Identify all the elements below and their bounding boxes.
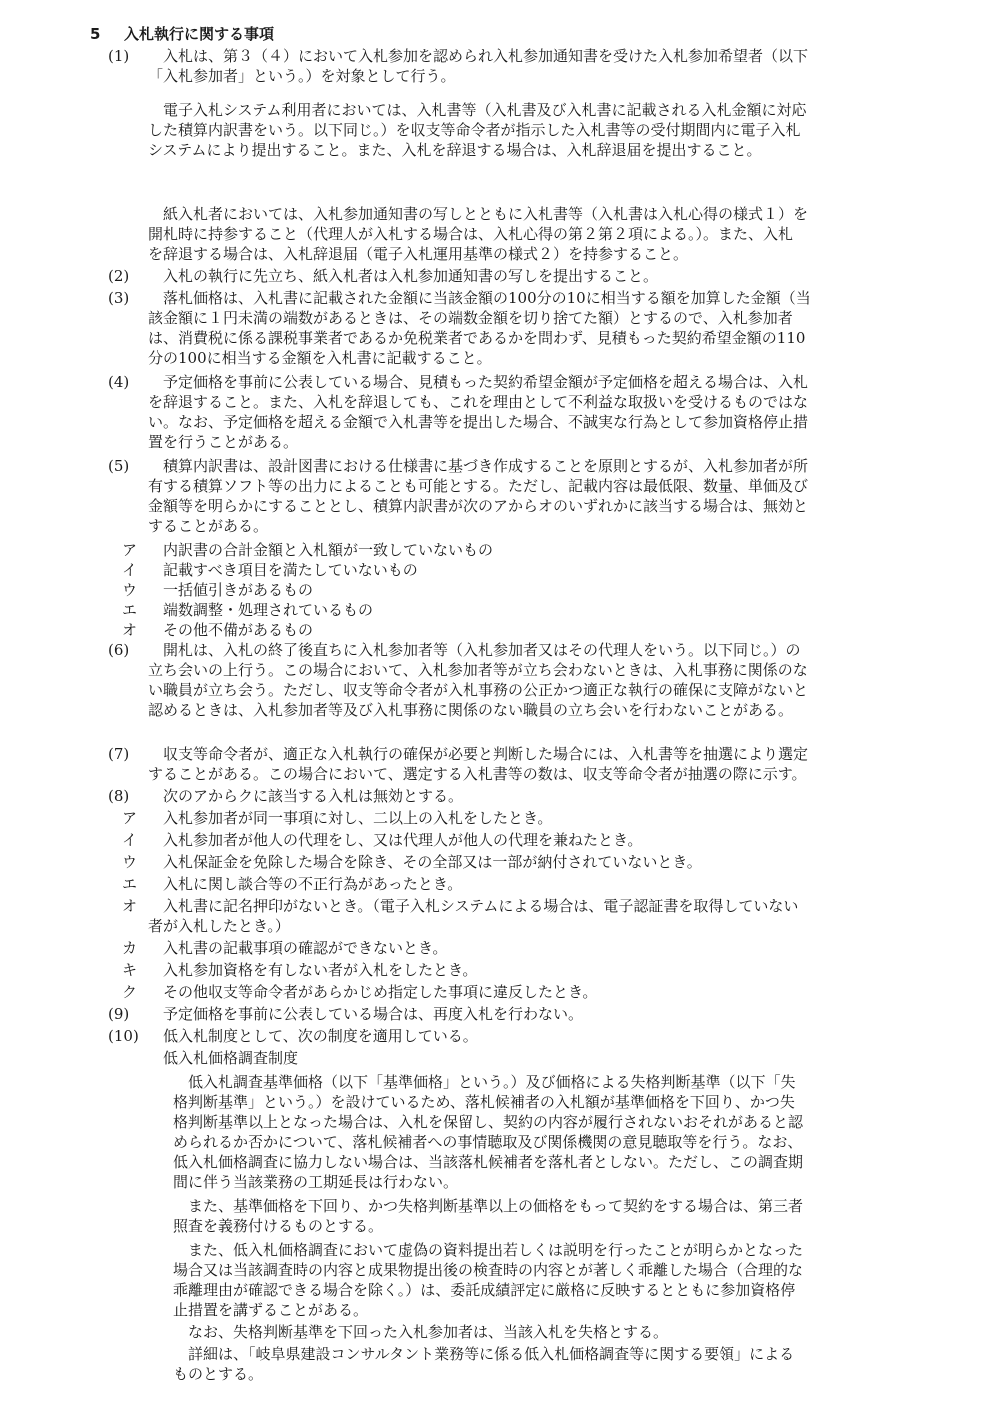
sub-item-mark: イ bbox=[122, 561, 138, 579]
paragraph-line: 間に伴う当該業務の工期延長は行わない。 bbox=[173, 1173, 459, 1191]
sub-item-mark: ク bbox=[122, 983, 138, 1001]
section-title: 入札執行に関する事項 bbox=[124, 25, 275, 43]
paragraph-line: 開札時に持参すること（代理人が入札する場合は、入札心得の第２第２項による。）。また、入札 bbox=[148, 225, 794, 243]
sub-item-mark: ウ bbox=[122, 581, 138, 599]
sub-item-text: 内訳書の合計金額と入札額が一致していないもの bbox=[163, 541, 494, 559]
paragraph-line: 場合又は当該調査時の内容と成果物提出後の検査時の内容とが著しく乖離した場合（合理的な bbox=[173, 1261, 804, 1279]
paragraph-line: い。なお、予定価格を超える金額で入札書等を提出した場合、不誠実な行為として参加資格停止措 bbox=[148, 413, 809, 431]
sub-item-mark: エ bbox=[122, 875, 138, 893]
sub-item-text: 記載すべき項目を満たしていないもの bbox=[163, 561, 418, 579]
paragraph-line: システムにより提出すること。また、入札を辞退する場合は、入札辞退届を提出すること。 bbox=[148, 141, 762, 159]
sub-item-text: 一括値引きがあるもの bbox=[163, 581, 314, 599]
paragraph-line: 置を行うことがある。 bbox=[148, 433, 299, 451]
paragraph-line: は、消費税に係る課税事業者であるか免税業者であるかを問わず、見積もった契約希望金額の110 bbox=[148, 329, 806, 347]
sub-item-text: 入札参加資格を有しない者が入札をしたとき。 bbox=[163, 961, 478, 979]
paragraph-line: した積算内訳書をいう。以下同じ。）を収支等命令者が指示した入札書等の受付期間内に電子入札 bbox=[148, 121, 801, 139]
paragraph-line: を辞退する場合は、入札辞退届（電子入札運用基準の様式２）を持参すること。 bbox=[148, 245, 689, 263]
sub-item-text: その他収支等命令者があらかじめ指定した事項に違反したとき。 bbox=[163, 983, 598, 1001]
paragraph-line: 乖離理由が確認できる場合を除く。）は、委託成績評定に厳格に反映するとともに参加資格停 bbox=[173, 1281, 796, 1299]
paragraph-line: することがある。この場合において、選定する入札書等の数は、収支等命令者が抽選の際に示す。 bbox=[148, 765, 807, 783]
paragraph-line: 低入札制度として、次の制度を適用している。 bbox=[163, 1027, 478, 1045]
paragraph-line: 積算内訳書は、設計図書における仕様書に基づき作成することを原則とするが、入札参加者が所 bbox=[163, 457, 809, 475]
paragraph-line: 紙入札者においては、入札参加通知書の写しとともに入札書等（入札書は入札心得の様式１）を bbox=[163, 205, 809, 223]
paragraph-line: 落札価格は、入札書に記載された金額に当該金額の100分の10に相当する額を加算した金額（当 bbox=[163, 289, 811, 307]
subsection-title: 低入札価格調査制度 bbox=[163, 1049, 299, 1067]
paragraph-line: 低入札調査基準価格（以下「基準価格」という。）及び価格による失格判断基準（以下「失 bbox=[188, 1073, 796, 1091]
paragraph-line: 収支等命令者が、適正な入札執行の確保が必要と判断した場合には、入札書等を抽選により選定 bbox=[163, 745, 809, 763]
paragraph-line: また、基準価格を下回り、かつ失格判断基準以上の価格をもって契約をする場合は、第三者 bbox=[188, 1197, 804, 1215]
sub-item-mark: イ bbox=[122, 831, 138, 849]
item-number: (6) bbox=[108, 641, 130, 659]
sub-item-continuation: 者が入札したとき。） bbox=[148, 917, 290, 935]
item-number: (4) bbox=[108, 373, 130, 391]
paragraph-line: 電子入札システム利用者においては、入札書等（入札書及び入札書に記載される入札金額に対応 bbox=[163, 101, 807, 119]
paragraph-line: 入札の執行に先立ち、紙入札者は入札参加通知書の写しを提出すること。 bbox=[163, 267, 659, 285]
sub-item-text: 端数調整・処理されているもの bbox=[163, 601, 374, 619]
sub-item-text: 入札保証金を免除した場合を除き、その全部又は一部が納付されていないとき。 bbox=[163, 853, 702, 871]
sub-item-mark: キ bbox=[122, 961, 138, 979]
paragraph-line: することがある。 bbox=[148, 517, 269, 535]
sub-item-text: 入札書に記名押印がないとき。（電子入札システムによる場合は、電子認証書を取得していない bbox=[163, 897, 799, 915]
sub-item-mark: カ bbox=[122, 939, 138, 957]
paragraph-line: 「入札参加者」という。）を対象として行う。 bbox=[148, 67, 456, 85]
item-number: (1) bbox=[108, 47, 130, 65]
paragraph-line: を辞退すること。また、入札を辞退しても、これを理由として不利益な取扱いを受けるものではな bbox=[148, 393, 809, 411]
paragraph-line: また、低入札価格調査において虚偽の資料提出若しくは説明を行ったことが明らかとなった bbox=[188, 1241, 804, 1259]
paragraph-line: ものとする。 bbox=[173, 1365, 264, 1383]
paragraph-line: 開札は、入札の終了後直ちに入札参加者等（入札参加者又はその代理人をいう。以下同じ。）の bbox=[163, 641, 801, 659]
paragraph-line: 予定価格を事前に公表している場合は、再度入札を行わない。 bbox=[163, 1005, 584, 1023]
item-number: (3) bbox=[108, 289, 130, 307]
sub-item-mark: エ bbox=[122, 601, 138, 619]
item-number: (9) bbox=[108, 1005, 130, 1023]
item-number: (7) bbox=[108, 745, 130, 763]
sub-item-mark: オ bbox=[122, 897, 138, 915]
sub-item-mark: ウ bbox=[122, 853, 138, 871]
section-number: 5 bbox=[90, 25, 101, 43]
sub-item-text: その他不備があるもの bbox=[163, 621, 314, 639]
paragraph-line: 有する積算ソフト等の出力によることも可能とする。ただし、記載内容は最低限、数量、単価及び bbox=[148, 477, 809, 495]
sub-item-text: 入札参加者が同一事項に対し、二以上の入札をしたとき。 bbox=[163, 809, 553, 827]
paragraph-line: 予定価格を事前に公表している場合、見積もった契約希望金額が予定価格を超える場合は、入札 bbox=[163, 373, 809, 391]
paragraph-line: 詳細は、「岐阜県建設コンサルタント業務等に係る低入札価格調査等に関する要領」による bbox=[188, 1345, 795, 1363]
paragraph-line: 止措置を講ずることがある。 bbox=[173, 1301, 369, 1319]
paragraph-line: 格判断基準以上となった場合は、入札を保留し、契約の内容が履行されないおそれがあると認 bbox=[173, 1113, 804, 1131]
item-number: (5) bbox=[108, 457, 130, 475]
paragraph-line: 低入札価格調査に協力しない場合は、当該落札候補者を落札者としない。ただし、この調査期 bbox=[173, 1153, 804, 1171]
item-number: (10) bbox=[108, 1027, 139, 1045]
paragraph-line: 分の100に相当する金額を入札書に記載すること。 bbox=[148, 349, 492, 367]
paragraph-line: 該金額に１円未満の端数があるときは、その端数金額を切り捨てた額）とするので、入札参加者 bbox=[148, 309, 793, 327]
item-number: (8) bbox=[108, 787, 130, 805]
item-number: (2) bbox=[108, 267, 130, 285]
paragraph-line: 立ち会いの上行う。この場合において、入札参加者等が立ち会わないときは、入札事務に関係のな bbox=[148, 661, 808, 679]
sub-item-mark: オ bbox=[122, 621, 138, 639]
paragraph-line: なお、失格判断基準を下回った入札参加者は、当該入札を失格とする。 bbox=[188, 1323, 669, 1341]
sub-item-text: 入札に関し談合等の不正行為があったとき。 bbox=[163, 875, 463, 893]
sub-item-text: 入札参加者が他人の代理をし、又は代理人が他人の代理を兼ねたとき。 bbox=[163, 831, 643, 849]
sub-item-mark: ア bbox=[122, 809, 138, 827]
paragraph-line: 次のアからクに該当する入札は無効とする。 bbox=[163, 787, 464, 805]
paragraph-line: められるか否かについて、落札候補者への事情聴取及び関係機関の意見聴取等を行う。なお、 bbox=[173, 1133, 803, 1151]
paragraph-line: い職員が立ち会う。ただし、収支等命令者が入札事務の公正かつ適正な執行の確保に支障がないと bbox=[148, 681, 809, 699]
sub-item-text: 入札書の記載事項の確認ができないとき。 bbox=[163, 939, 448, 957]
sub-item-mark: ア bbox=[122, 541, 138, 559]
paragraph-line: 格判断基準」という。）を設けているため、落札候補者の入札額が基準価格を下回り、かつ失 bbox=[173, 1093, 795, 1111]
paragraph-line: 認めるときは、入札参加者等及び入札事務に関係のない職員の立ち会いを行わないことがある。 bbox=[148, 701, 794, 719]
paragraph-line: 金額等を明らかにすることとし、積算内訳書が次のアからオのいずれかに該当する場合は、無効と bbox=[148, 497, 809, 515]
paragraph-line: 照査を義務付けるものとする。 bbox=[173, 1217, 384, 1235]
paragraph-line: 入札は、第３（４）において入札参加を認められ入札参加通知書を受けた入札参加希望者（以下 bbox=[163, 47, 809, 65]
